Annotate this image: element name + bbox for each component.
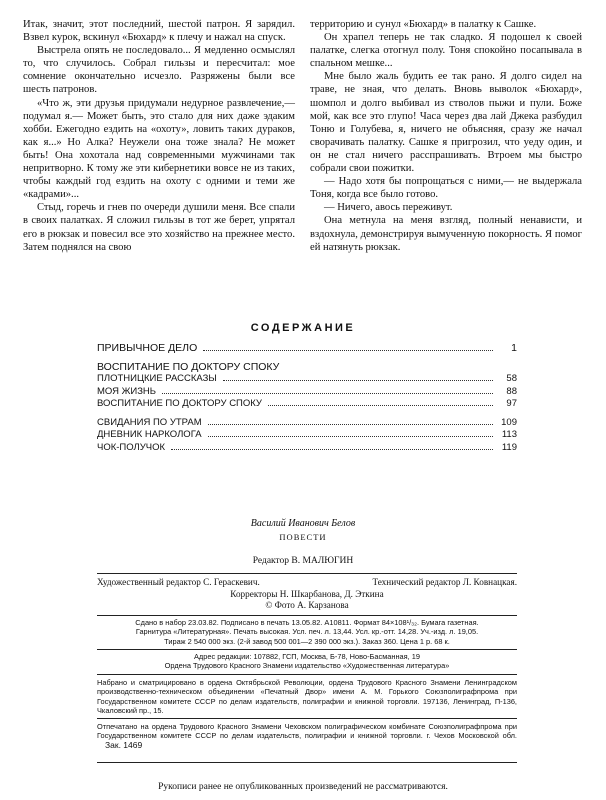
order-number: Зак. 1469: [105, 739, 143, 750]
paragraph: Стыд, горечь и гнев по очереди душили меня. Все спали в своих палатках. Я сложил гильзы в тот же берет, упрятал его в рюкзак и повесил все это хозяйство на прежнее место. Затем поднялся на свою: [23, 202, 295, 253]
toc-entry: [97, 386, 517, 399]
toc-entry-page: 113: [501, 429, 517, 440]
paragraph: «Что ж, эти друзья придумали недурное развлечение,— подумал я.— Может быть, это стало для них даже эдаким хобби. Ежегодно ездить на «охоту», ловить таких дураков, как я...» Но Алка? Неужели она тоже знала? Не может быть! Она хохотала над современными мужчинами так непритворно. К тому же эти кибернетики вовсе не из таких, чтобы каждый год ездить на охоту с одними и теми же «кадрами»...: [23, 97, 295, 201]
address-line: Ордена Трудового Красного Знамени издательство «Художественная литература»: [164, 661, 450, 671]
toc-leader: [208, 424, 493, 425]
divider: [97, 615, 517, 616]
toc-leader: [208, 436, 493, 437]
toc-entry: [97, 429, 517, 442]
art-editor: Художественный редактор С. Гераскевич.: [97, 577, 260, 587]
publisher-address: [97, 652, 517, 671]
table-of-contents: [97, 342, 517, 454]
toc-leader: [223, 380, 493, 381]
paragraph: Он храпел теперь не так сладко. Я подошел к своей палатке, слегка отогнул полу. Тоня спокойно посапывала в спальном мешке...: [310, 32, 582, 70]
toc-entry-page: 58: [506, 373, 517, 384]
toc-section: [97, 361, 517, 374]
toc-entry-title: ВОСПИТАНИЕ ПО ДОКТОРУ СПОКУ: [97, 398, 262, 409]
paragraph: — Надо хотя бы попрощаться с ними,— не выдержала Тоня, когда все было готово.: [310, 176, 582, 201]
toc-entry-title: ПЛОТНИЦКИЕ РАССКАЗЫ: [97, 373, 217, 384]
divider: [97, 573, 517, 574]
right-text-column: [310, 18, 582, 254]
divider: [97, 674, 517, 675]
toc-entry: [97, 342, 517, 355]
paragraph: Итак, значит, этот последний, шестой патрон. Я зарядил. Взвел курок, вскинул «Бюхард» к плечу и нажал на спуск.: [23, 19, 295, 44]
address-line: Адрес редакции: 107882, ГСП, Москва, Б-78, Ново-Басманная, 19: [193, 652, 420, 661]
author-name: Василий Иванович Белов: [250, 518, 356, 529]
toc-entry: [97, 398, 517, 411]
toc-entry: [97, 442, 517, 455]
toc-section-title: ВОСПИТАНИЕ ПО ДОКТОРУ СПОКУ: [97, 360, 280, 373]
divider: [97, 718, 517, 719]
toc-entry-title: ЧОК-ПОЛУЧОК: [97, 441, 166, 453]
manuscript-note: Рукописи ранее не опубликованных произведений не рассматриваются.: [158, 782, 448, 792]
paragraph: территорию и сунул «Бюхард» в палатку к Сашке.: [310, 19, 537, 30]
paragraph: Выстрела опять не последовало... Я медленно осмыслял то, что случилось. Собрал гильзы и пересчитал: мое сомнение окончательно исчезло. Разряжены были все шесть патронов.: [23, 45, 295, 96]
typesetting-info: Набрано и сматрицировано в ордена Октябрьской Революции, ордена Трудового Красного Знамени Ленинградском производственно-техническом объединении «Печатный Двор» имени А. М. Горького Союзполиграфпрома при Государственном комитете СССР по делам издательств, полиграфии и книжной торговли. 197136, Ленинград, П-136, Чкаловский пр., 15.: [97, 678, 517, 716]
photo-credit: © Фото А. Карзанова: [265, 600, 349, 610]
printing-info: Отпечатано на ордена Трудового Красного Знамени Чеховском полиграфическом комбинате Союзполиграфпрома при Государственном комитете СССР по делам издательств, полиграфии и книжной торговли. г. Чехов Московской обл.: [97, 722, 517, 741]
toc-leader: [268, 405, 493, 406]
paragraph: Она метнула на меня взгляд, полный ненависти, и вздохнула, демонстрируя вымученную покорность. Я помог ей натянуть рюкзак.: [310, 215, 582, 253]
toc-entry-title: ПРИВЫЧНОЕ ДЕЛО: [97, 342, 198, 354]
print-data-line: Сдано в набор 23.03.82. Подписано в печать 13.05.82. А10811. Формат 84×108¹/₃₂. Бумага газетная.: [135, 618, 479, 627]
toc-leader: [203, 350, 493, 351]
divider: [97, 762, 517, 763]
book-credits: [0, 518, 606, 542]
print-data-line: Гарнитура «Литературная». Печать высокая. Усл. печ. л. 13,44. Усл. кр.-отт. 14,28. Уч.-изд. л. 19,05.: [135, 627, 479, 637]
toc-entry-title: СВИДАНИЯ ПО УТРАМ: [97, 416, 202, 428]
toc-entry-page: 88: [506, 385, 517, 397]
print-data-line: Тираж 2 540 000 экз. (2-й завод 500 001—2 390 000 экз.). Заказ 360. Цена 1 р. 68 к.: [164, 636, 450, 646]
editor-line: Редактор В. МАЛЮГИН: [252, 556, 354, 566]
book-genre: ПОВЕСТИ: [279, 532, 327, 542]
paragraph: Мне было жаль будить ее так рано. Я долго сидел на траве, не зная, что делать. Вновь выволок «Бюхард», шомпол и долго выбивал из стволов пыжи и пули. Боже мой, как все это глупо! Часа через два лай Джека разбудил Тоню и Голубева, я, ничего не объясняя, сразу же начал сворачивать палатку. Сашке я пригрозил, что уеду один, и он не стал ничего расспрашивать. Втроем мы быстро собрали свои пожитки.: [310, 71, 582, 175]
paragraph: — Ничего, авось переживут.: [324, 202, 453, 214]
proofreaders: Корректоры Н. Шкарбанова, Д. Эткина: [230, 588, 384, 599]
left-text-column: [23, 18, 295, 254]
toc-leader: [162, 393, 493, 394]
toc-entry-page: 97: [506, 398, 517, 409]
toc-entry: [97, 373, 517, 386]
toc-entry-title: МОЯ ЖИЗНЬ: [97, 385, 157, 397]
toc-entry: [97, 417, 517, 430]
tech-editor: Технический редактор Л. Ковнацкая.: [372, 577, 517, 587]
divider: [97, 649, 517, 650]
imprint-staff: [97, 577, 517, 612]
toc-heading: СОДЕРЖАНИЕ: [250, 322, 356, 334]
imprint-print-data: [97, 618, 517, 646]
toc-entry-page: 119: [501, 441, 517, 453]
toc-leader: [171, 449, 493, 450]
toc-entry-page: 1: [511, 342, 517, 354]
toc-entry-page: 109: [501, 416, 517, 428]
printing-plant: [97, 722, 517, 750]
printing-house: [97, 678, 517, 716]
toc-entry-title: ДНЕВНИК НАРКОЛОГА: [97, 429, 202, 440]
